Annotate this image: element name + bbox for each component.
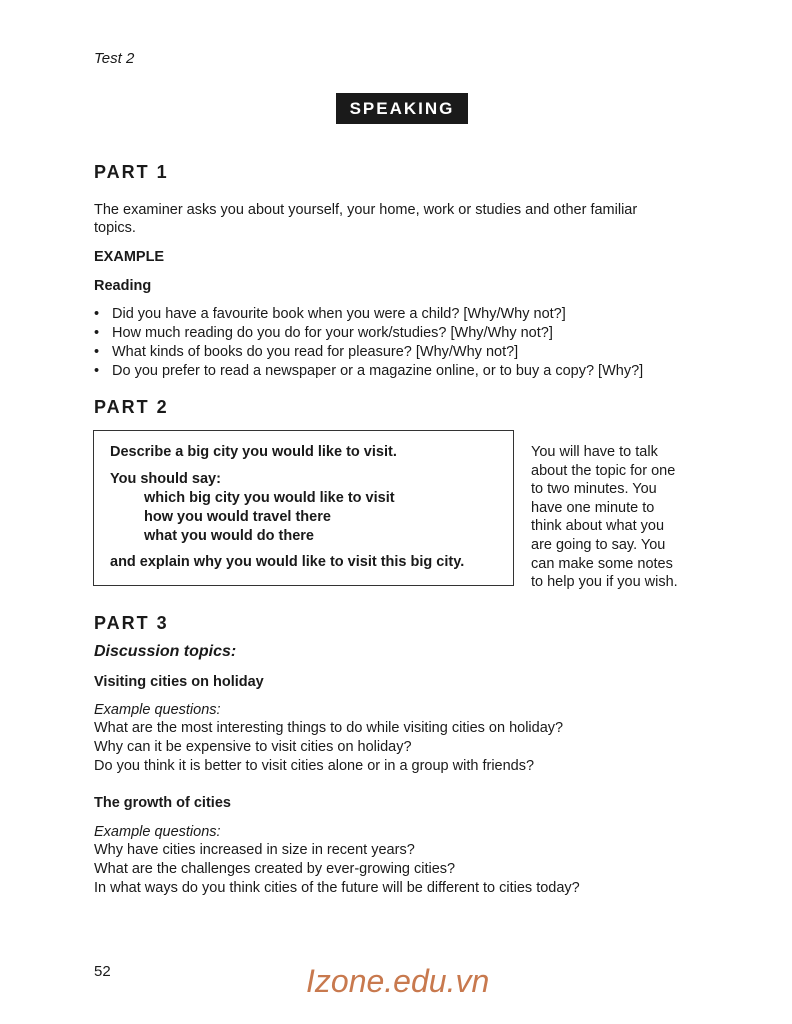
cue-card-heading: Describe a big city you would like to visit. (110, 444, 397, 460)
list-item: Do you think it is better to visit cities alone or in a group with friends? (94, 758, 535, 774)
side-note-line: can make some notes (531, 555, 673, 572)
side-note-line: are going to say. You (531, 536, 666, 553)
list-item: What are the most interesting things to do while visiting cities on holiday? (94, 720, 564, 736)
part3-title: PART 3 (94, 613, 169, 633)
side-note-line: You will have to talk (531, 444, 658, 460)
watermark: Izone.edu.vn (306, 963, 490, 999)
list-item: • How much reading do you do for your work/studies? [Why/Why not?] (94, 324, 643, 343)
list-item: What are the challenges created by ever-growing cities? (94, 861, 456, 877)
side-note-line: have one minute to (531, 499, 655, 516)
part1-question-list (94, 305, 643, 381)
list-item: • Did you have a favourite book when you were a child? [Why/Why not?] (94, 305, 643, 324)
list-item: Why can it be expensive to visit cities on holiday? (94, 739, 412, 755)
part1-intro-line1: The examiner asks you about yourself, your home, work or studies and other familiar (94, 202, 638, 218)
cue-card-you-should-say: You should say: (110, 471, 221, 487)
part1-topic: Reading (94, 278, 152, 294)
side-note-line: to two minutes. You (531, 481, 657, 498)
page-number: 52 (94, 963, 111, 980)
side-note-line: to help you if you wish. (531, 574, 678, 591)
part3-example-label: Example questions: (94, 702, 221, 718)
side-note-line: think about what you (531, 518, 665, 535)
part3-topic-title: Visiting cities on holiday (94, 674, 264, 690)
cue-card (93, 430, 514, 586)
part3-example-label: Example questions: (94, 824, 221, 840)
list-item: Why have cities increased in size in recent years? (94, 842, 415, 858)
test-label: Test 2 (94, 50, 135, 67)
part3-discussion-label: Discussion topics: (94, 643, 237, 660)
list-item: • Do you prefer to read a newspaper or a magazine online, or to buy a copy? [Why?] (94, 362, 643, 381)
list-item: • What kinds of books do you read for pleasure? [Why/Why not?] (94, 343, 643, 362)
part2-title: PART 2 (94, 397, 169, 417)
cue-card-point: which big city you would like to visit (144, 490, 395, 506)
part3-question-list (94, 719, 563, 776)
cue-card-point: what you would do there (144, 528, 314, 544)
part3-question-list (94, 841, 580, 898)
part1-example-label: EXAMPLE (94, 249, 165, 265)
cue-card-closing: and explain why you would like to visit this big city. (110, 554, 465, 570)
part1-title: PART 1 (94, 162, 169, 182)
section-title: SPEAKING (336, 93, 468, 124)
part3-topic-title: The growth of cities (94, 795, 231, 811)
part2-side-note (531, 443, 706, 592)
part1-intro-line2: topics. (94, 220, 136, 236)
cue-card-point: how you would travel there (144, 509, 331, 525)
list-item: In what ways do you think cities of the future will be different to cities today? (94, 880, 580, 896)
side-note-line: about the topic for one (531, 462, 676, 479)
